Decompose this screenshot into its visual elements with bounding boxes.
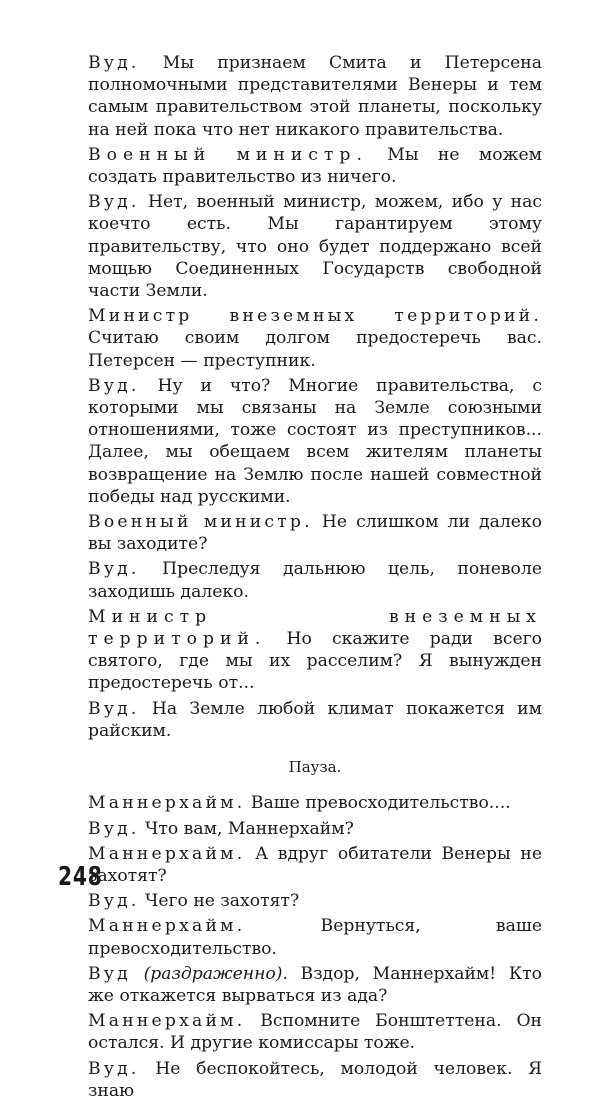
dialogue-line (88, 191, 542, 302)
speech-text: Вспомните Бонштеттена. Он остался. И другие комиссары тоже. (88, 1011, 542, 1054)
dialogue-line (88, 1058, 542, 1102)
speech-text: Но скажите ради всего святого, где мы их расселим? Я вынужден предостеречь от... (88, 629, 542, 694)
speech-text: Чего не захотят? (139, 891, 300, 912)
stage-remark: (раздраженно). (130, 963, 288, 984)
speaker-name: Вуд. (88, 375, 140, 396)
dialogue-line (88, 963, 542, 1007)
speaker-name: Вуд. (88, 1058, 140, 1079)
speech-text: На Земле любой климат покажется им райским. (88, 698, 542, 741)
speech-text: Мы признаем Смита и Петерсена полномочными представителями Венеры и тем самым правительством этой планеты, поскольку на ней пока что нет никакого правительства. (88, 53, 542, 140)
dialogue-line (88, 144, 542, 188)
speaker-name: Вуд. (88, 818, 140, 839)
speaker-name: Военный министр. (88, 144, 368, 165)
speech-text: Ну и что? Многие правительства, с которыми мы связаны на Земле союзными отношениями, тоже состоят из преступников... Далее, мы обещаем всем жителям планеты возвращение на Землю после нашей совместной победы над русскими. (88, 375, 542, 507)
dialogue-line (88, 606, 542, 695)
speaker-name: Вуд. (88, 891, 140, 912)
stage-direction-pause: Пауза. (288, 758, 342, 777)
speaker-name: Военный министр. (88, 512, 313, 533)
dialogue-line (88, 843, 542, 887)
book-page (88, 52, 542, 1105)
speech-text: Мы не можем создать правительство из ничего. (88, 144, 542, 188)
speaker-name: Министр внеземных территорий. (88, 306, 542, 327)
speaker-name: Вуд. (88, 559, 140, 580)
speech-text: Нет, военный министр, можем, ибо у нас коечто есть. Мы гарантируем этому правительству, что оно будет поддержано всей мощью Соединенных Государств свободной части Земли. (88, 192, 542, 302)
dialogue-line (88, 890, 542, 912)
speaker-name: Министр внеземных территорий. (88, 606, 542, 650)
dialogue-line (88, 1010, 542, 1054)
speech-text: Считаю своим долгом предостеречь вас. Петерсен — преступник. (88, 328, 542, 371)
dialogue-line (88, 915, 542, 959)
speaker-name: Вуд (88, 963, 131, 984)
speech-text: Ваше превосходительство.... (245, 793, 511, 814)
speech-text: Не слишком ли далеко вы заходите? (88, 512, 542, 555)
speaker-name: Маннерхайм. (88, 1011, 246, 1032)
speech-text: Что вам, Маннерхайм? (139, 818, 354, 839)
page-number: 248 (58, 862, 103, 892)
speaker-name: Маннерхайм. (88, 793, 246, 814)
speech-text: Не беспокойтесь, молодой человек. Я знаю (88, 1058, 542, 1101)
speaker-name: Маннерхайм. (88, 916, 246, 937)
dialogue-line (88, 375, 542, 508)
speech-text: Вздор, Маннерхайм! Кто же откажется вырваться из ада? (88, 963, 542, 1006)
dialogue-line (88, 511, 542, 555)
dialogue-line (88, 558, 542, 602)
dialogue-line (88, 698, 542, 742)
speaker-name: Вуд. (88, 698, 140, 719)
dialogue-line (88, 818, 542, 840)
dialogue-line (88, 792, 542, 814)
dialogue-line (88, 52, 542, 141)
speech-text: Вернуться, ваше превосходительство. (88, 916, 542, 959)
dialogue-line (88, 305, 542, 372)
dialogue-block-1 (88, 52, 542, 742)
speech-text: Преследуя дальнюю цель, поневоле заходишь далеко. (88, 559, 542, 602)
speaker-name: Маннерхайм. (88, 843, 246, 864)
speaker-name: Вуд. (88, 53, 140, 73)
speech-text: А вдруг обитатели Венеры не захотят? (88, 843, 542, 886)
dialogue-block-2 (88, 792, 542, 1102)
speaker-name: Вуд. (88, 192, 140, 213)
